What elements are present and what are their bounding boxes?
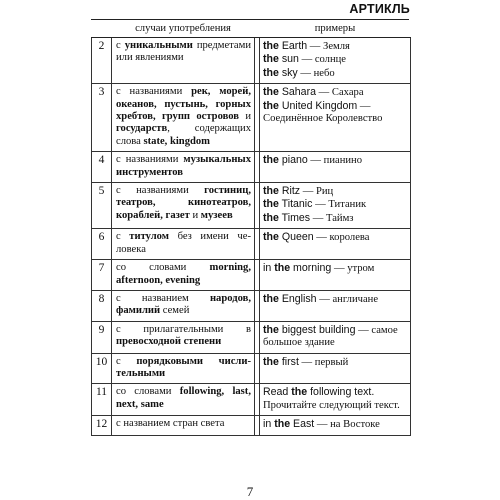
- row-number: 2: [92, 38, 112, 84]
- bold-text: рек, морей, океанов, пустынь, горных хребтов, групп островов: [116, 86, 251, 123]
- text-segment: со словами: [116, 262, 210, 274]
- text-segment: Прочитайте следующий текст.: [263, 399, 400, 411]
- text-segment: с названиями: [116, 154, 184, 166]
- table-row: [92, 321, 411, 353]
- text-segment: семей: [160, 305, 190, 317]
- row-number: 6: [92, 229, 112, 260]
- article-usage-table: [91, 22, 411, 436]
- row-number: 11: [92, 384, 112, 416]
- usage-cell: [112, 384, 255, 416]
- example-line: [263, 86, 407, 99]
- text-segment: — пианино: [307, 155, 363, 167]
- bold-text: the: [263, 355, 279, 368]
- bold-text: the: [263, 231, 279, 244]
- usage-cell: [112, 38, 255, 84]
- text-segment: с названием: [116, 292, 210, 304]
- text-segment: in: [263, 262, 275, 275]
- table-row: [92, 290, 411, 321]
- bold-text: the: [263, 86, 279, 99]
- example-line: [263, 67, 407, 80]
- text-segment: East: [290, 418, 315, 431]
- text-segment: с: [116, 231, 130, 243]
- text-segment: Queen: [278, 231, 314, 244]
- table-row: [92, 38, 411, 84]
- usage-cell: [112, 260, 255, 291]
- text-segment: — Титаник: [312, 199, 367, 211]
- text-segment: sky: [278, 66, 298, 79]
- table-row: [92, 260, 411, 291]
- row-number: 8: [92, 290, 112, 321]
- text-segment: Read: [263, 386, 292, 399]
- usage-cell: [112, 321, 255, 353]
- text-segment: с прилагательными в: [116, 323, 251, 335]
- example-line: [263, 231, 407, 244]
- bold-text: the: [274, 262, 291, 275]
- usage-cell: [112, 229, 255, 260]
- example-line: [263, 386, 407, 399]
- text-segment: first: [278, 355, 299, 368]
- example-line: [263, 185, 407, 198]
- text-segment: — Соединённое Королевство: [263, 100, 383, 125]
- example-line: [263, 418, 407, 431]
- table-row: [92, 152, 411, 183]
- running-header-title: АРТИКЛЬ: [349, 2, 410, 16]
- example-line: [263, 100, 407, 126]
- text-segment: — небо: [297, 67, 335, 79]
- text-segment: — Земля: [307, 41, 350, 52]
- examples-cell: [260, 416, 411, 435]
- text-segment: — первый: [298, 356, 349, 368]
- bold-text: титулом: [129, 231, 169, 243]
- table-row: [92, 84, 411, 152]
- text-segment: с названиями: [116, 185, 205, 197]
- examples-cell: [260, 321, 411, 353]
- usage-cell: [112, 84, 255, 152]
- text-segment: — утром: [331, 263, 375, 275]
- text-segment: — англичане: [316, 293, 379, 305]
- text-segment: — Таймз: [310, 212, 354, 224]
- text-segment: United Kingdom: [278, 99, 358, 112]
- usage-cell: [112, 416, 255, 435]
- text-segment: — королева: [313, 232, 370, 244]
- examples-cell: [260, 290, 411, 321]
- example-line: [263, 400, 407, 412]
- bold-text: музеев: [200, 209, 233, 221]
- table-row: [92, 183, 411, 229]
- row-number: 7: [92, 260, 112, 291]
- text-segment: Titanic: [278, 198, 313, 211]
- bold-text: превосходной степени: [116, 336, 222, 348]
- bold-text: гостиниц, театров, кинотеатров, кораблей, газет: [116, 185, 251, 221]
- text-segment: и: [239, 111, 251, 123]
- text-segment: с: [116, 355, 137, 367]
- page-number: 7: [246, 484, 254, 499]
- bold-text: порядковыми числительными: [116, 355, 251, 379]
- bold-text: the: [263, 198, 279, 211]
- usage-cell: [112, 353, 255, 384]
- text-segment: без имени человека: [116, 231, 251, 255]
- text-segment: с названием стран света: [116, 418, 225, 430]
- example-line: [263, 262, 407, 275]
- bold-text: the: [291, 386, 308, 399]
- bold-text: государств: [116, 123, 168, 135]
- examples-cell: [260, 260, 411, 291]
- text-segment: English: [278, 292, 317, 305]
- row-number: 5: [92, 183, 112, 229]
- table-row: [92, 416, 411, 435]
- row-number: 9: [92, 321, 112, 353]
- bold-text: the: [274, 418, 291, 431]
- table-row: [92, 229, 411, 260]
- usage-cell: [112, 183, 255, 229]
- bold-text: state, kingdom: [143, 135, 211, 147]
- text-segment: с названиями: [116, 86, 192, 98]
- example-line: [263, 198, 407, 211]
- example-line: [263, 293, 407, 306]
- text-segment: — Сахара: [316, 87, 364, 99]
- examples-cell: [260, 84, 411, 152]
- table-row: [92, 384, 411, 416]
- bold-text: the: [263, 66, 279, 79]
- examples-cell: [260, 229, 411, 260]
- text-segment: biggest building: [278, 323, 356, 336]
- header-examples: примеры: [260, 22, 411, 38]
- example-line: [263, 53, 407, 66]
- header-rule: [91, 19, 409, 20]
- bold-text: the: [263, 323, 279, 336]
- bold-text: the: [263, 40, 279, 52]
- bold-text: morning, afternoon, evening: [116, 262, 251, 286]
- table-body: [92, 38, 411, 436]
- examples-cell: [260, 152, 411, 183]
- text-segment: с: [116, 40, 125, 51]
- bold-text: уникальными: [124, 40, 193, 51]
- text-segment: — солнце: [298, 54, 346, 66]
- bold-text: following, last, next, same: [116, 386, 251, 410]
- examples-cell: [260, 384, 411, 416]
- examples-cell: [260, 353, 411, 384]
- bold-text: the: [263, 185, 279, 198]
- header-num-cell: [92, 22, 112, 38]
- examples-cell: [260, 183, 411, 229]
- text-segment: — Риц: [300, 186, 334, 198]
- bold-text: музыкальных инструментов: [116, 154, 251, 178]
- example-line: [263, 212, 407, 225]
- usage-cell: [112, 290, 255, 321]
- text-segment: — на Востоке: [314, 419, 380, 431]
- text-segment: morning: [290, 262, 332, 275]
- text-segment: и: [189, 209, 201, 221]
- text-segment: Times: [278, 211, 311, 224]
- example-line: [263, 154, 407, 167]
- bold-text: the: [263, 154, 279, 167]
- bold-text: the: [263, 99, 279, 112]
- text-segment: предметами или явлениями: [116, 40, 251, 64]
- text-segment: со словами: [116, 386, 180, 398]
- text-segment: following text.: [307, 386, 375, 399]
- usage-cell: [112, 152, 255, 183]
- text-segment: piano: [278, 154, 308, 167]
- example-line: [263, 356, 407, 369]
- row-number: 10: [92, 353, 112, 384]
- row-number: 4: [92, 152, 112, 183]
- bold-text: the: [263, 211, 279, 224]
- text-segment: in: [263, 418, 275, 431]
- table-header-row: [92, 22, 411, 38]
- row-number: 3: [92, 84, 112, 152]
- examples-cell: [260, 38, 411, 84]
- text-segment: Ritz: [278, 185, 301, 198]
- example-line: [263, 40, 407, 53]
- bold-text: народов, фамилий: [116, 292, 251, 317]
- bold-text: the: [263, 292, 279, 305]
- text-segment: Sahara: [278, 86, 316, 99]
- example-line: [263, 324, 407, 350]
- text-segment: sun: [278, 53, 299, 66]
- text-segment: Earth: [278, 40, 308, 52]
- bold-text: the: [263, 53, 279, 66]
- row-number: 12: [92, 416, 112, 435]
- text-segment: , содержащих слова: [116, 123, 251, 147]
- header-usage: случаи употребления: [112, 22, 255, 38]
- text-segment: — самое большое здание: [263, 324, 398, 349]
- table-row: [92, 353, 411, 384]
